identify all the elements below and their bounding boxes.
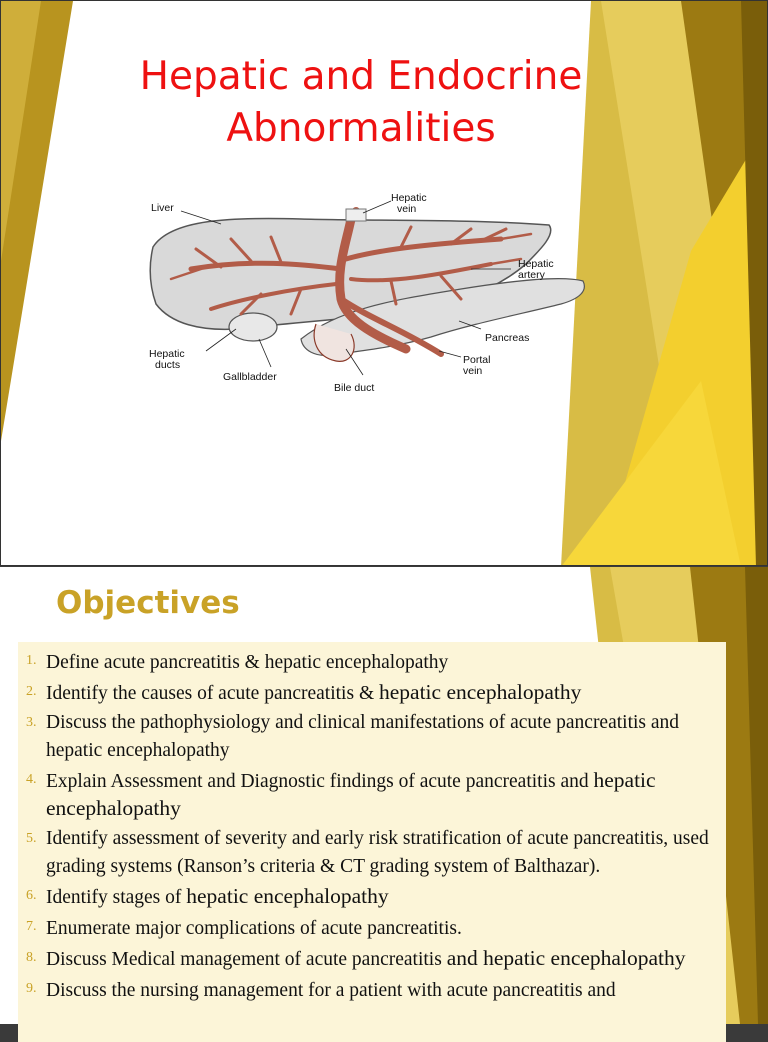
objectives-list	[18, 648, 718, 1007]
list-item	[18, 945, 718, 973]
list-item	[18, 710, 718, 764]
item-number: 2.	[26, 684, 37, 699]
item-text-main: Define acute pancreatitis & hepatic encephalopathy	[46, 652, 449, 673]
title-line-1: Hepatic and Endocrine	[139, 54, 583, 99]
item-number: 9.	[26, 981, 37, 996]
slide-title	[81, 51, 641, 155]
item-text	[46, 883, 389, 911]
title-line-2: Abnormalities	[226, 106, 496, 151]
item-text	[46, 767, 718, 823]
label-hepatic-artery-1: Hepatic	[518, 258, 554, 270]
item-text	[46, 710, 718, 764]
item-number: 4.	[26, 772, 37, 787]
item-number: 8.	[26, 950, 37, 965]
item-text	[46, 945, 685, 973]
item-text-emph: hepatic encephalopathy	[46, 768, 656, 820]
list-item	[18, 883, 718, 911]
label-hepatic-ducts-1: Hepatic	[149, 348, 185, 360]
item-text-emph: hepatic encephalopathy	[186, 884, 389, 908]
list-item	[18, 767, 718, 823]
item-text-main: Enumerate major complications of acute pancreatitis.	[46, 918, 462, 939]
item-text-emph: hepatic encephalopathy	[379, 680, 582, 704]
item-text	[46, 648, 448, 676]
label-hepatic-vein-1: Hepatic	[391, 192, 427, 204]
label-hepatic-artery-2: artery	[518, 269, 545, 281]
item-text-main: Identify assessment of severity and early risk stratification of acute pancreatitis, used grading systems (Ranson’s criteria & CT grading system of Balthazar).	[46, 828, 709, 877]
list-item	[18, 679, 718, 707]
item-number: 1.	[26, 653, 37, 668]
item-text-main: Discuss the pathophysiology and clinical manifestations of acute pancreatitis and hepatic encephalopathy	[46, 712, 680, 761]
item-text-main: Discuss Medical management of acute pancreatitis	[46, 949, 447, 970]
list-item	[18, 648, 718, 676]
label-portal-vein-2: vein	[463, 365, 483, 377]
label-hepatic-vein-2: vein	[397, 203, 417, 215]
label-bile-duct: Bile duct	[334, 382, 375, 394]
liver-pancreas-diagram	[141, 189, 591, 394]
label-hepatic-ducts-2: ducts	[155, 359, 181, 371]
item-text	[46, 826, 718, 880]
item-number: 6.	[26, 888, 37, 903]
label-pancreas: Pancreas	[485, 332, 530, 344]
item-number: 5.	[26, 831, 37, 846]
item-number: 7.	[26, 919, 37, 934]
item-number: 3.	[26, 715, 37, 730]
item-text-main: Explain Assessment and Diagnostic findings of acute pancreatitis and	[46, 771, 594, 792]
gallbladder-shape	[229, 313, 277, 341]
item-text-main: Identify stages of	[46, 887, 187, 908]
objectives-title: Objectives	[56, 585, 240, 621]
item-text	[46, 679, 581, 707]
item-text-emph: and hepatic encephalopathy	[446, 946, 686, 970]
label-gallbladder: Gallbladder	[223, 371, 277, 383]
item-text-main: Identify the causes of acute pancreatitis &	[46, 683, 379, 704]
item-text-main: Discuss the nursing management for a patient with acute pancreatitis and	[46, 980, 616, 1001]
item-text	[46, 976, 616, 1004]
item-text	[46, 914, 462, 942]
list-item	[18, 976, 718, 1004]
label-liver: Liver	[151, 202, 174, 214]
label-portal-vein-1: Portal	[463, 354, 491, 366]
list-item	[18, 826, 718, 880]
list-item	[18, 914, 718, 942]
